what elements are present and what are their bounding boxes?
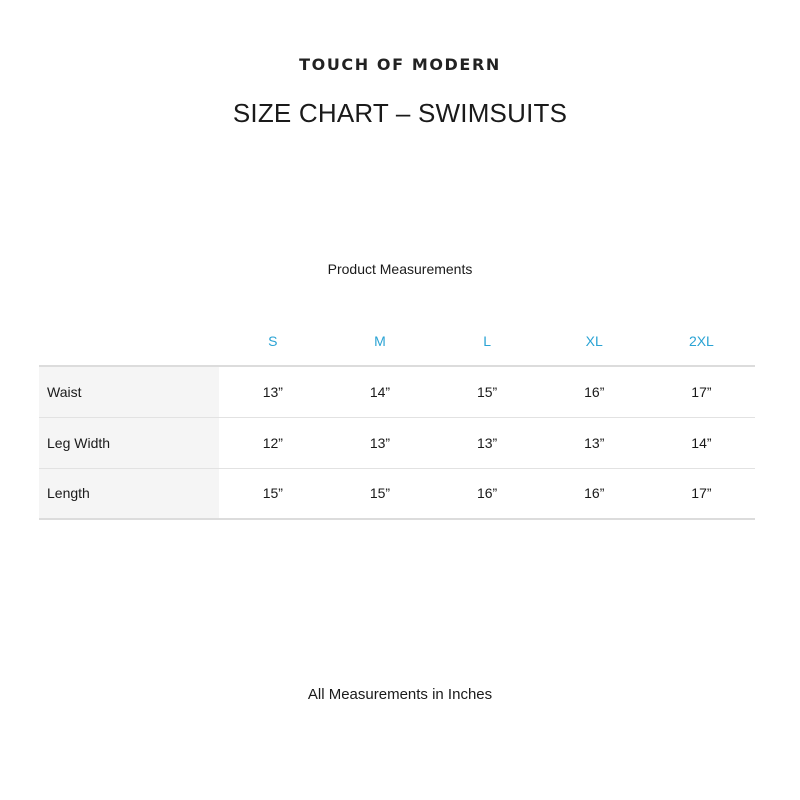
size-header-m: M (326, 316, 433, 366)
header-corner-cell (39, 316, 219, 366)
size-header-l: L (434, 316, 541, 366)
table-cell: 14” (648, 417, 755, 468)
table-cell: 15” (326, 468, 433, 519)
row-label-length: Length (39, 468, 219, 519)
table-cell: 17” (648, 366, 755, 417)
table-cell: 15” (434, 366, 541, 417)
table-cell: 16” (541, 468, 648, 519)
brand-logo: TOUCH OF MODERN (299, 55, 501, 74)
size-header-row (39, 316, 755, 366)
measurement-note: All Measurements in Inches (307, 686, 493, 703)
size-chart-table (39, 316, 755, 520)
table-cell: 12” (219, 417, 326, 468)
size-header-s: S (219, 316, 326, 366)
table-cell: 13” (434, 417, 541, 468)
row-label-waist: Waist (39, 366, 219, 417)
table-row-waist (39, 366, 755, 417)
table-cell: 17” (648, 468, 755, 519)
table-subtitle: Product Measurements (327, 261, 473, 277)
size-header-xl: XL (541, 316, 648, 366)
row-label-leg-width: Leg Width (39, 417, 219, 468)
table-cell: 13” (219, 366, 326, 417)
table-cell: 16” (541, 366, 648, 417)
table-cell: 16” (434, 468, 541, 519)
table-row-leg-width (39, 417, 755, 468)
table-cell: 15” (219, 468, 326, 519)
table-cell: 14” (326, 366, 433, 417)
table-cell: 13” (541, 417, 648, 468)
table-row-length (39, 468, 755, 519)
table-cell: 13” (326, 417, 433, 468)
page-title: SIZE CHART – SWIMSUITS (232, 98, 568, 128)
size-header-2xl: 2XL (648, 316, 755, 366)
